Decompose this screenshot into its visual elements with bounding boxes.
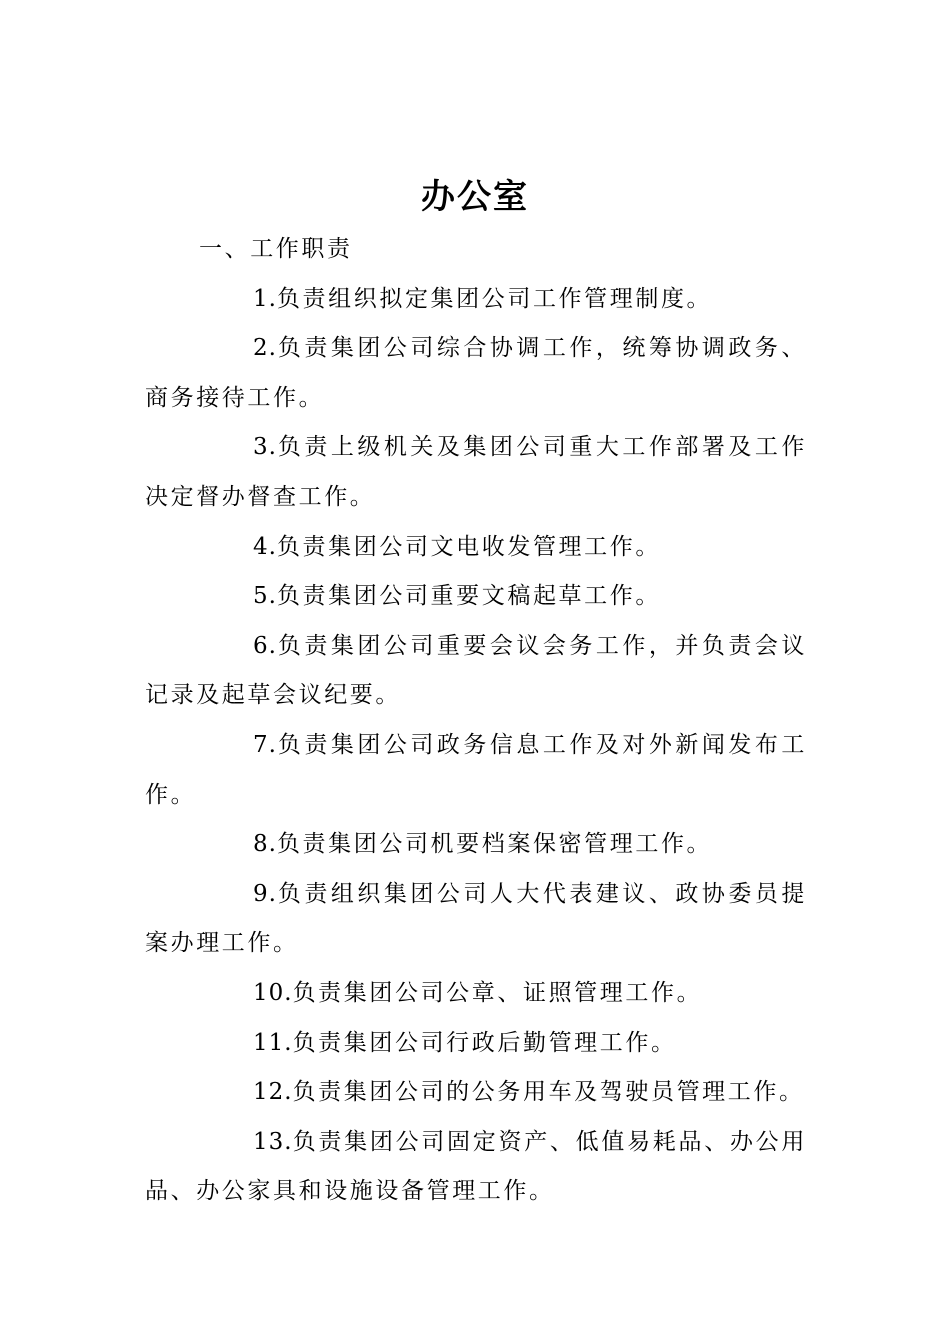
item-number: 8. [253, 831, 277, 858]
page-title: 办公室 [421, 177, 529, 217]
item-text: 负责集团公司政务信息工作及对外新闻发布工作。 [145, 731, 807, 808]
item-number: 12. [253, 1079, 293, 1106]
item-number: 13. [253, 1128, 293, 1155]
item-text: 负责集团公司行政后勤管理工作。 [292, 1029, 677, 1056]
duty-item-7 [145, 721, 807, 820]
item-number: 4. [253, 533, 277, 560]
item-number: 1. [253, 285, 277, 312]
item-text: 负责集团公司重要文稿起草工作。 [276, 583, 661, 610]
item-text: 负责上级机关及集团公司重大工作部署及工作决定督办督查工作。 [145, 434, 807, 510]
item-text: 负责组织拟定集团公司工作管理制度。 [276, 285, 713, 312]
duty-item-13 [145, 1118, 807, 1217]
section-heading: 一、工作职责 [199, 236, 353, 262]
item-number: 7. [253, 731, 277, 758]
duty-item-9 [145, 870, 807, 969]
duty-item-10 [145, 969, 807, 1019]
item-number: 2. [253, 335, 277, 362]
duty-item-4 [145, 523, 807, 573]
item-text: 负责集团公司的公务用车及驾驶员管理工作。 [292, 1079, 805, 1106]
item-number: 3. [253, 434, 277, 461]
item-number: 5. [253, 583, 277, 610]
item-number: 6. [253, 632, 277, 659]
item-number: 10. [253, 979, 293, 1006]
duty-item-6 [145, 622, 807, 721]
item-text: 负责组织集团公司人大代表建议、政协委员提案办理工作。 [145, 880, 807, 957]
item-number: 11. [253, 1029, 293, 1056]
duty-item-8 [145, 820, 807, 870]
duty-item-1 [145, 275, 807, 325]
item-text: 负责集团公司机要档案保密管理工作。 [276, 831, 713, 858]
item-text: 负责集团公司固定资产、低值易耗品、办公用品、办公家具和设施设备管理工作。 [145, 1128, 807, 1205]
duty-item-2 [145, 324, 807, 423]
item-number: 9. [253, 880, 277, 907]
item-text: 负责集团公司公章、证照管理工作。 [292, 979, 703, 1006]
item-text: 负责集团公司文电收发管理工作。 [276, 533, 661, 560]
document-body [145, 225, 807, 1217]
item-text: 负责集团公司重要会议会务工作，并负责会议记录及起草会议纪要。 [145, 632, 807, 709]
duty-item-3 [145, 423, 807, 522]
duty-item-5 [145, 572, 807, 622]
duty-item-12 [145, 1068, 807, 1118]
duty-item-11 [145, 1019, 807, 1069]
item-text: 负责集团公司综合协调工作，统筹协调政务、商务接待工作。 [145, 335, 807, 411]
